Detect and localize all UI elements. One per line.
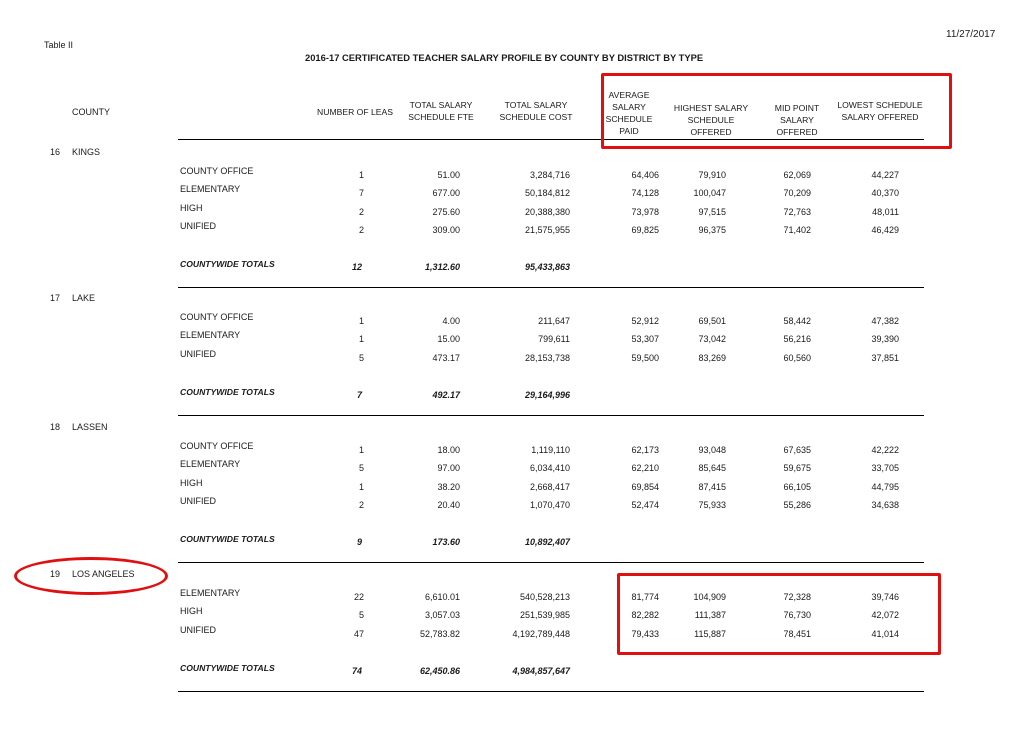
totals-cost: 4,984,857,647 <box>512 666 570 676</box>
totals-leas: 74 <box>351 666 362 676</box>
report-date: 11/27/2017 <box>946 29 996 40</box>
cell-mid: 67,635 <box>783 445 811 455</box>
cell-low: 34,638 <box>871 500 899 510</box>
cell-mid: 66,105 <box>783 482 811 492</box>
cell-leas: 5 <box>358 353 364 363</box>
county-code: 17 <box>50 293 61 303</box>
cell-mid: 56,216 <box>783 334 811 344</box>
cell-leas: 1 <box>358 482 364 492</box>
cell-leas: 1 <box>358 445 364 455</box>
cell-high: 69,501 <box>698 316 726 326</box>
section-divider <box>178 287 924 288</box>
cell-high: 85,645 <box>698 463 726 473</box>
cell-cost: 6,034,410 <box>529 463 570 473</box>
totals-fte: 492.17 <box>432 390 460 400</box>
cell-low: 44,795 <box>871 482 899 492</box>
cell-fte: 4.00 <box>442 316 460 326</box>
cell-avg: 79,433 <box>631 629 659 639</box>
county-name: LASSEN <box>72 422 108 432</box>
cell-high: 79,910 <box>698 170 726 180</box>
county-name: LOS ANGELES <box>72 569 135 579</box>
district-type: ELEMENTARY <box>180 459 241 469</box>
header-avg-paid: AVERAGE SALARY SCHEDULE PAID <box>605 90 653 136</box>
cell-high: 73,042 <box>698 334 726 344</box>
cell-leas: 2 <box>358 207 364 217</box>
cell-low: 44,227 <box>871 170 899 180</box>
cell-cost: 540,528,213 <box>519 592 570 602</box>
cell-low: 33,705 <box>871 463 899 473</box>
district-type: HIGH <box>180 203 203 213</box>
cell-avg: 62,173 <box>631 445 659 455</box>
district-type: UNIFIED <box>180 625 216 635</box>
cell-avg: 52,912 <box>631 316 659 326</box>
cell-avg: 59,500 <box>631 353 659 363</box>
cell-fte: 473.17 <box>432 353 460 363</box>
county-name: KINGS <box>72 147 101 157</box>
annotation-box-los-angeles-values <box>617 573 941 655</box>
county-code: 16 <box>50 147 61 157</box>
cell-high: 111,387 <box>694 610 726 620</box>
cell-low: 47,382 <box>871 316 899 326</box>
header-highest: HIGHEST SALARY SCHEDULE OFFERED <box>673 103 749 137</box>
cell-avg: 81,774 <box>631 592 659 602</box>
countywide-totals-label: COUNTYWIDE TOTALS <box>180 387 275 397</box>
cell-cost: 28,153,738 <box>524 353 570 363</box>
cell-avg: 69,825 <box>631 225 659 235</box>
totals-fte: 62,450.86 <box>419 666 460 676</box>
cell-leas: 5 <box>358 610 364 620</box>
cell-mid: 72,328 <box>783 592 811 602</box>
cell-leas: 1 <box>358 334 364 344</box>
cell-high: 100,047 <box>693 188 726 198</box>
cell-fte: 52,783.82 <box>419 629 460 639</box>
cell-mid: 71,402 <box>783 225 811 235</box>
cell-mid: 70,209 <box>783 188 811 198</box>
cell-high: 83,269 <box>698 353 726 363</box>
cell-high: 75,933 <box>698 500 726 510</box>
cell-cost: 20,388,380 <box>524 207 570 217</box>
county-name: LAKE <box>72 293 96 303</box>
cell-leas: 2 <box>358 225 364 235</box>
cell-cost: 1,070,470 <box>529 500 570 510</box>
cell-cost: 251,539,985 <box>519 610 570 620</box>
cell-low: 48,011 <box>872 207 899 217</box>
district-type: ELEMENTARY <box>180 184 241 194</box>
cell-low: 39,390 <box>871 334 899 344</box>
header-mid: MID POINT SALARY OFFERED <box>774 103 820 137</box>
cell-low: 41,014 <box>871 629 899 639</box>
district-type: HIGH <box>180 606 203 616</box>
totals-fte: 1,312.60 <box>424 262 460 272</box>
cell-high: 87,415 <box>698 482 726 492</box>
cell-avg: 69,854 <box>631 482 659 492</box>
cell-fte: 275.60 <box>432 207 460 217</box>
cell-leas: 5 <box>358 463 364 473</box>
cell-avg: 52,474 <box>631 500 659 510</box>
district-type: ELEMENTARY <box>180 588 241 598</box>
cell-cost: 3,284,716 <box>529 170 570 180</box>
header-lowest: LOWEST SCHEDULE SALARY OFFERED <box>837 100 923 122</box>
district-type: HIGH <box>180 478 203 488</box>
cell-fte: 6,610.01 <box>424 592 460 602</box>
header-total-fte: TOTAL SALARY SCHEDULE FTE <box>408 100 474 122</box>
cell-avg: 53,307 <box>631 334 659 344</box>
totals-leas: 7 <box>356 390 362 400</box>
cell-fte: 309.00 <box>432 225 460 235</box>
cell-low: 42,072 <box>871 610 899 620</box>
cell-mid: 58,442 <box>783 316 811 326</box>
cell-avg: 64,406 <box>631 170 659 180</box>
cell-leas: 1 <box>358 316 364 326</box>
district-type: COUNTY OFFICE <box>180 312 254 322</box>
cell-cost: 799,611 <box>538 334 570 344</box>
district-type: UNIFIED <box>180 221 216 231</box>
cell-avg: 82,282 <box>631 610 659 620</box>
cell-fte: 38.20 <box>437 482 460 492</box>
header-total-cost: TOTAL SALARY SCHEDULE COST <box>499 100 573 122</box>
cell-leas: 1 <box>358 170 364 180</box>
cell-fte: 677.00 <box>432 188 460 198</box>
cell-mid: 76,730 <box>783 610 811 620</box>
cell-mid: 72,763 <box>783 207 811 217</box>
cell-avg: 73,978 <box>631 207 659 217</box>
cell-high: 93,048 <box>698 445 726 455</box>
cell-mid: 59,675 <box>783 463 811 473</box>
cell-leas: 7 <box>358 188 364 198</box>
cell-low: 40,370 <box>871 188 899 198</box>
district-type: COUNTY OFFICE <box>180 166 254 176</box>
cell-low: 39,746 <box>871 592 899 602</box>
header-num-leas: NUMBER OF LEAS <box>317 107 393 117</box>
countywide-totals-label: COUNTYWIDE TOTALS <box>180 259 275 269</box>
page-title: 2016-17 CERTIFICATED TEACHER SALARY PROFILE BY COUNTY BY DISTRICT BY TYPE <box>305 52 704 63</box>
cell-fte: 18.00 <box>437 445 460 455</box>
totals-cost: 10,892,407 <box>524 537 570 547</box>
cell-avg: 74,128 <box>631 188 659 198</box>
cell-low: 37,851 <box>871 353 899 363</box>
cell-leas: 2 <box>358 500 364 510</box>
table-label: Table II <box>44 40 74 50</box>
totals-leas: 12 <box>351 262 362 272</box>
cell-mid: 55,286 <box>783 500 811 510</box>
cell-high: 97,515 <box>698 207 726 217</box>
cell-cost: 21,575,955 <box>524 225 570 235</box>
cell-high: 104,909 <box>693 592 726 602</box>
section-divider <box>178 415 924 416</box>
totals-cost: 29,164,996 <box>524 390 570 400</box>
county-code: 19 <box>50 569 61 579</box>
cell-low: 42,222 <box>871 445 899 455</box>
cell-leas: 47 <box>353 629 364 639</box>
totals-cost: 95,433,863 <box>524 262 570 272</box>
totals-fte: 173.60 <box>432 537 460 547</box>
cell-mid: 60,560 <box>783 353 811 363</box>
cell-high: 96,375 <box>698 225 726 235</box>
cell-cost: 211,647 <box>538 316 570 326</box>
cell-cost: 50,184,812 <box>524 188 570 198</box>
cell-cost: 1,119,110 <box>531 445 570 455</box>
cell-fte: 20.40 <box>437 500 460 510</box>
district-type: UNIFIED <box>180 496 216 506</box>
district-type: COUNTY OFFICE <box>180 441 254 451</box>
annotation-oval-los-angeles <box>14 557 168 595</box>
cell-high: 115,887 <box>694 629 726 639</box>
cell-mid: 78,451 <box>783 629 811 639</box>
cell-leas: 22 <box>353 592 364 602</box>
cell-cost: 2,668,417 <box>529 482 570 492</box>
section-divider <box>178 691 924 692</box>
cell-fte: 15.00 <box>437 334 460 344</box>
district-type: ELEMENTARY <box>180 330 241 340</box>
district-type: UNIFIED <box>180 349 216 359</box>
cell-fte: 3,057.03 <box>424 610 460 620</box>
annotation-box-headers <box>601 73 952 149</box>
cell-mid: 62,069 <box>783 170 811 180</box>
header-county: COUNTY <box>72 107 110 117</box>
cell-fte: 51.00 <box>437 170 460 180</box>
county-code: 18 <box>50 422 61 432</box>
cell-low: 46,429 <box>871 225 899 235</box>
section-divider <box>178 562 924 563</box>
cell-fte: 97.00 <box>437 463 460 473</box>
countywide-totals-label: COUNTYWIDE TOTALS <box>180 663 275 673</box>
cell-avg: 62,210 <box>631 463 659 473</box>
cell-cost: 4,192,789,448 <box>512 629 570 639</box>
countywide-totals-label: COUNTYWIDE TOTALS <box>180 534 275 544</box>
totals-leas: 9 <box>356 537 362 547</box>
